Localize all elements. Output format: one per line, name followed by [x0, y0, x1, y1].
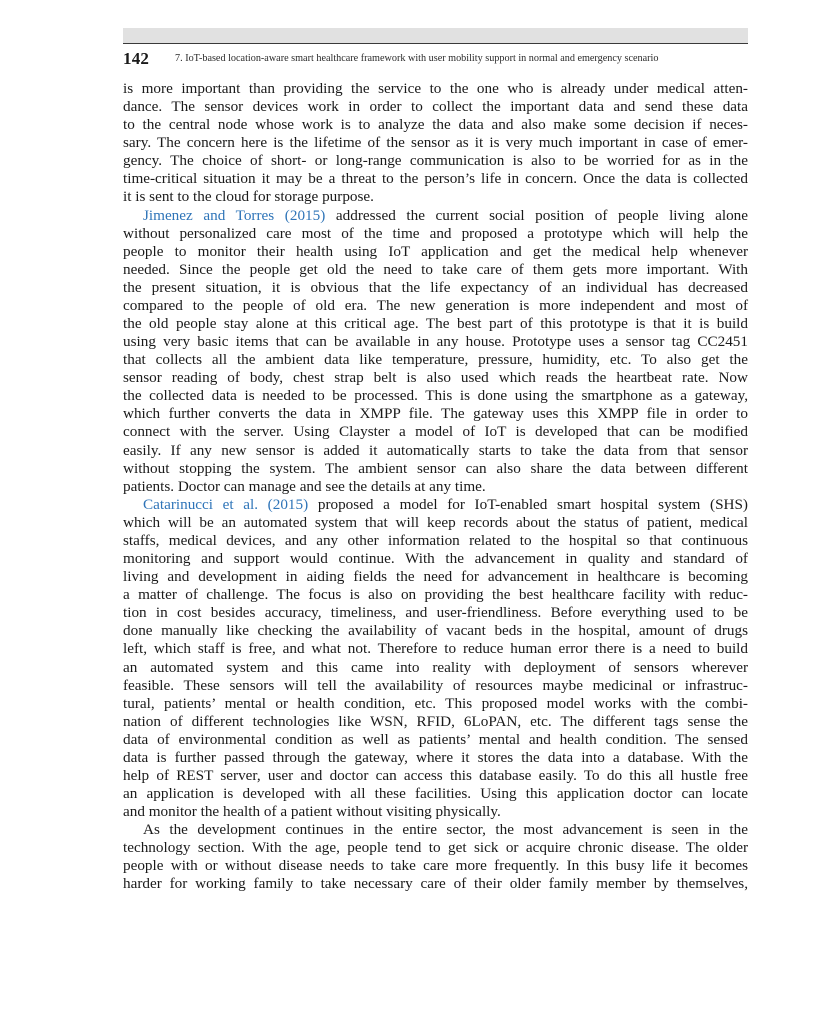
text-line: harder for working family to take necessary care of their older family member by themselves, [123, 875, 748, 893]
text-line: data is further passed through the gateway, where it stores the data into a database. With the [123, 748, 748, 766]
text-line: tion in cost besides accuracy, timeliness, and user-friendliness. Before everything used to be [123, 604, 748, 622]
text-line: people to monitor their health using IoT application and get the medical help whenever [123, 242, 748, 260]
text-run: proposed a model for IoT-enabled smart hospital system (SHS) [308, 495, 748, 513]
paragraph-catarinucci [123, 496, 748, 821]
text-line: is more important than providing the service to the one who is already under medical atten- [123, 80, 748, 97]
text-line: help of REST server, user and doctor can access this database easily. To do this all hustle free [123, 766, 748, 784]
text-line: As the development continues in the entire sector, the most advancement is seen in the [143, 821, 748, 839]
text-line: which will be an automated system that will keep records about the status of patient, medical [123, 513, 748, 531]
text-line: to the central node whose work is to analyze the data and also make some decision if neces- [123, 116, 748, 134]
text-line: patients. Doctor can manage and see the details at any time. [123, 477, 486, 495]
header-band [123, 28, 748, 43]
text-line: left, which staff is free, and what not. Therefore to reduce human error there is a need to build [123, 640, 748, 658]
text-line: without personalized care most of the time and proposed a prototype which will help the [123, 224, 748, 242]
text-line: people with or without disease needs to take care more frequently. In this busy life it becomes [123, 857, 748, 875]
paragraph-development [123, 821, 748, 893]
paragraph-continuation [123, 80, 748, 207]
citation-link[interactable]: Catarinucci et al. (2015) [143, 495, 309, 513]
text-line: feasible. These sensors will tell the availability of resources maybe medicinal or infrastruc- [123, 676, 748, 694]
text-line: sary. The concern here is the lifetime of the sensor as it is very much important in case of emer- [123, 134, 748, 152]
text-line: monitoring and support would continue. With the advancement in quality and standard of [123, 550, 748, 568]
text-line: done manually like checking the availability of vacant beds in the hospital, amount of drugs [123, 622, 748, 640]
text-line: time-critical situation it may be a threat to the person’s life in concern. Once the data is collected [123, 170, 748, 188]
text-line: that collects all the ambient data like temperature, pressure, humidity, etc. To also get the [123, 351, 748, 369]
text-line: which further converts the data in XMPP file. The gateway uses this XMPP file in order to [123, 405, 748, 423]
text-line: a matter of challenge. The focus is also on providing the best healthcare facility with reduc- [123, 586, 748, 604]
text-line: technology section. With the age, people tend to get sick or acquire chronic disease. The older [123, 839, 748, 857]
text-run: addressed the current social position of people living alone [325, 206, 748, 224]
text-line: dance. The sensor devices work in order to collect the important data and send these data [123, 98, 748, 116]
paragraph-jimenez-torres [123, 207, 748, 496]
text-line: the old people stay alone at this critical age. The best part of this prototype is that it is build [123, 315, 748, 333]
text-line: connect with the server. Using Clayster a model of IoT is developed that can be modified [123, 423, 748, 441]
text-line [123, 496, 748, 514]
text-line: without stopping the system. The ambient sensor can also share the data between different [123, 459, 748, 477]
text-line: sensor reading of body, chest strap belt is also used which reads the heartbeat rate. Now [123, 369, 748, 387]
text-line: an automated system and this came into reality with deployment of sensors wherever [123, 658, 748, 676]
citation-link[interactable]: Jimenez and Torres (2015) [143, 206, 326, 224]
text-line: compared to the people of old era. The new generation is more independent and most of [123, 296, 748, 314]
page-number: 142 [123, 49, 150, 68]
text-line: an application is developed with all these facilities. Using this application doctor can locate [123, 785, 748, 803]
text-line: easily. If any new sensor is added it automatically starts to take the data from that sensor [123, 441, 748, 459]
text-line: the collected data is needed to be processed. This is done using the smartphone as a gateway, [123, 387, 748, 405]
text-line: and monitor the health of a patient without visiting physically. [123, 803, 501, 821]
text-line: data of environmental condition as well as patients’ mental and health condition. The sensed [123, 730, 748, 748]
text-line: nation of different technologies like WSN, RFID, 6LoPAN, etc. The different tags sense the [123, 712, 748, 730]
text-line: needed. Since the people get old the need to take care of them gets more important. With [123, 260, 748, 278]
text-line [123, 207, 748, 225]
text-line: living and development in aiding fields the need for advancement in healthcare is becoming [123, 568, 748, 586]
chapter-title: 7. IoT-based location-aware smart healthcare framework with user mobility support in normal and emergency scenario [175, 53, 659, 64]
text-line: tural, patients’ mental or health condition, etc. This proposed model works with the combi- [123, 694, 748, 712]
header-rule [123, 43, 748, 44]
body-text [123, 80, 748, 894]
text-line: using very basic items that can be available in any house. Prototype uses a sensor tag CC2451 [123, 333, 748, 351]
running-head [123, 48, 748, 70]
text-line: the present situation, it is obvious that the life expectancy of an individual has decreased [123, 278, 748, 296]
text-line: gency. The choice of short- or long-range communication is also to be worried for as in the [123, 152, 748, 170]
text-line: staffs, medical devices, and any other information related to the hospital so that continuous [123, 531, 748, 549]
text-line: it is sent to the cloud for storage purpose. [123, 188, 374, 206]
